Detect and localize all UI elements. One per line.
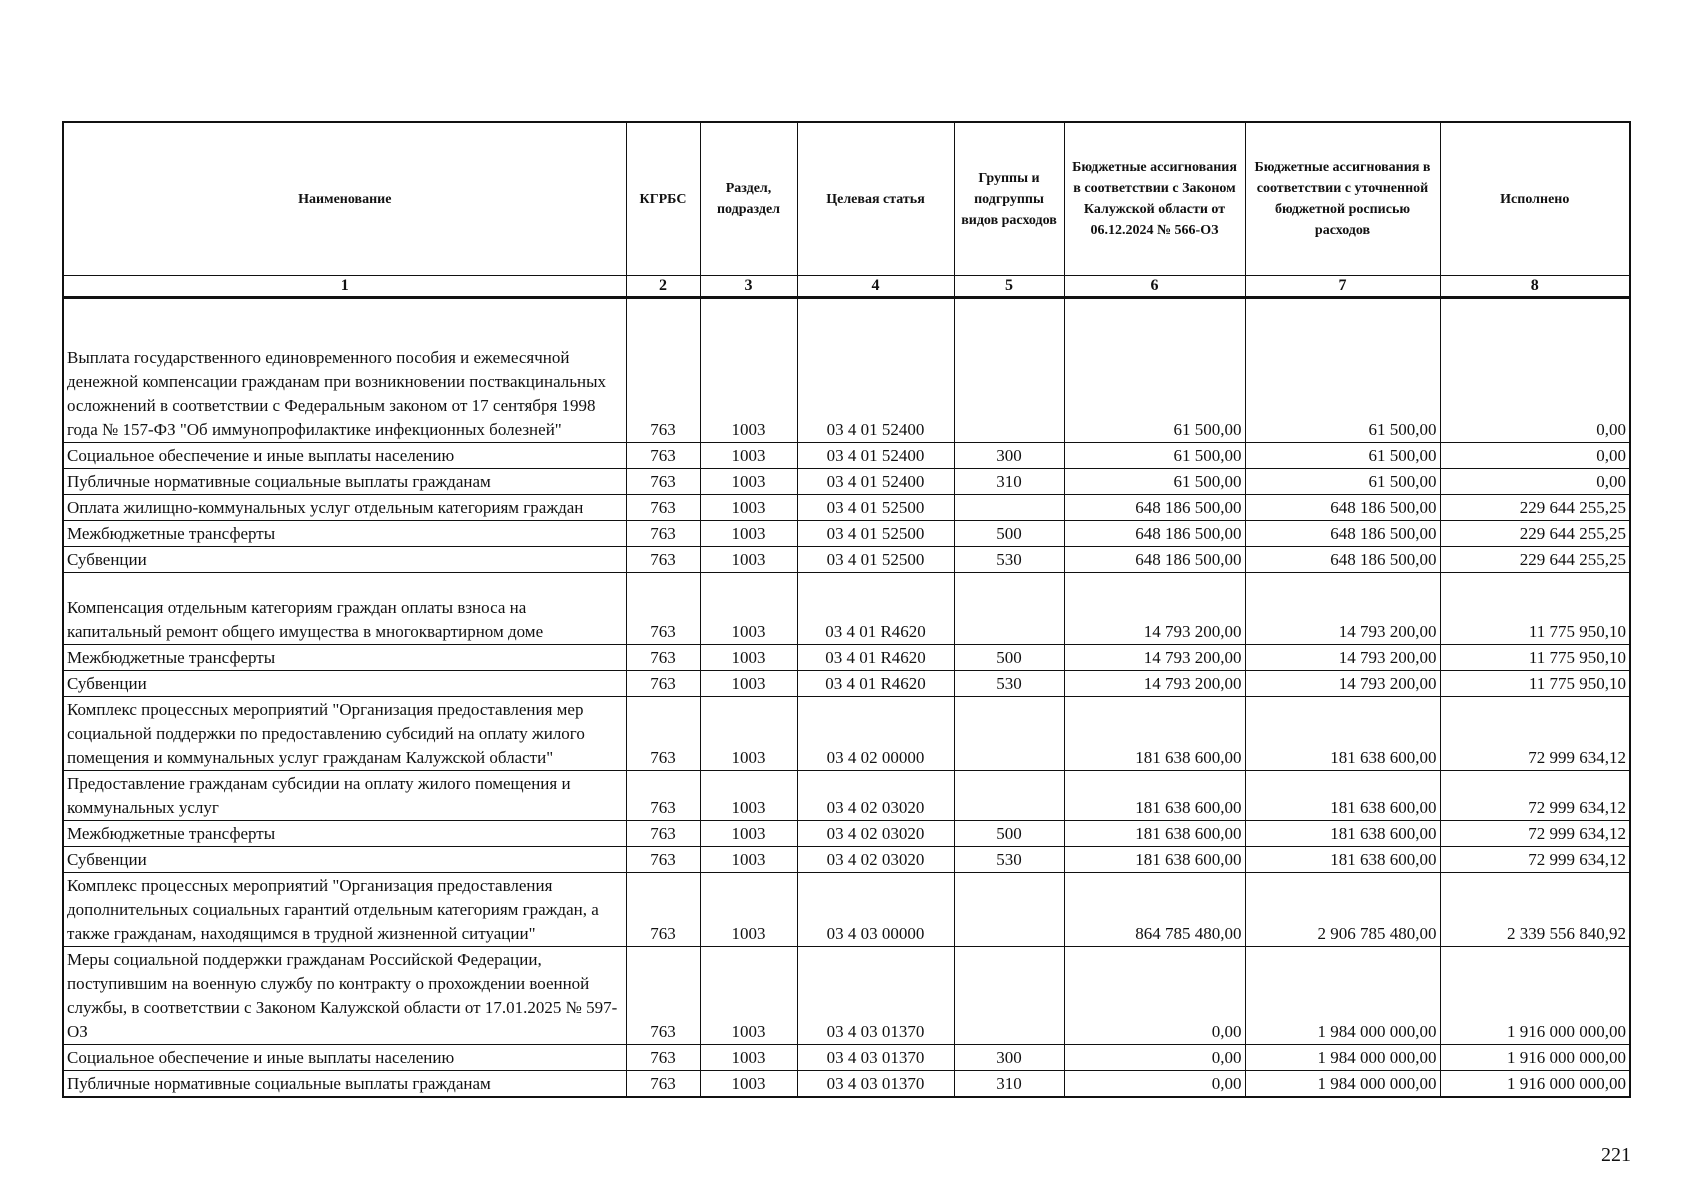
row-budget-law: 648 186 500,00 bbox=[1064, 495, 1245, 521]
row-section: 1003 bbox=[700, 947, 797, 1045]
row-target: 03 4 02 03020 bbox=[797, 821, 954, 847]
header-executed: Исполнено bbox=[1440, 122, 1630, 276]
table-header-row bbox=[63, 122, 1630, 276]
row-executed: 1 916 000 000,00 bbox=[1440, 947, 1630, 1045]
row-kgrbs: 763 bbox=[626, 873, 700, 947]
row-budget-law: 181 638 600,00 bbox=[1064, 771, 1245, 821]
row-kgrbs: 763 bbox=[626, 573, 700, 645]
row-budget-law: 14 793 200,00 bbox=[1064, 671, 1245, 697]
row-budget-law: 14 793 200,00 bbox=[1064, 573, 1245, 645]
row-budget-law: 61 500,00 bbox=[1064, 469, 1245, 495]
row-kgrbs: 763 bbox=[626, 847, 700, 873]
row-executed: 229 644 255,25 bbox=[1440, 547, 1630, 573]
row-executed: 72 999 634,12 bbox=[1440, 847, 1630, 873]
row-kgrbs: 763 bbox=[626, 697, 700, 771]
row-kgrbs: 763 bbox=[626, 521, 700, 547]
row-budget-refined: 2 906 785 480,00 bbox=[1245, 873, 1440, 947]
header-budget-refined: Бюджетные ассигнования в соответствии с уточненной бюджетной росписью расходов bbox=[1245, 122, 1440, 276]
header-name: Наименование bbox=[63, 122, 626, 276]
column-number: 8 bbox=[1440, 276, 1630, 298]
row-group: 530 bbox=[954, 671, 1064, 697]
row-budget-refined: 1 984 000 000,00 bbox=[1245, 1045, 1440, 1071]
row-target: 03 4 01 R4620 bbox=[797, 645, 954, 671]
row-executed: 0,00 bbox=[1440, 298, 1630, 443]
row-name: Субвенции bbox=[63, 547, 626, 573]
row-executed: 11 775 950,10 bbox=[1440, 645, 1630, 671]
row-kgrbs: 763 bbox=[626, 671, 700, 697]
table-row bbox=[63, 1045, 1630, 1071]
row-budget-law: 61 500,00 bbox=[1064, 298, 1245, 443]
row-executed: 0,00 bbox=[1440, 469, 1630, 495]
row-executed: 1 916 000 000,00 bbox=[1440, 1045, 1630, 1071]
row-budget-refined: 648 186 500,00 bbox=[1245, 547, 1440, 573]
row-name: Публичные нормативные социальные выплаты гражданам bbox=[63, 1071, 626, 1098]
table-row bbox=[63, 521, 1630, 547]
row-budget-refined: 1 984 000 000,00 bbox=[1245, 947, 1440, 1045]
row-group: 300 bbox=[954, 443, 1064, 469]
row-kgrbs: 763 bbox=[626, 469, 700, 495]
row-section: 1003 bbox=[700, 469, 797, 495]
row-group: 530 bbox=[954, 547, 1064, 573]
row-group bbox=[954, 947, 1064, 1045]
row-group bbox=[954, 573, 1064, 645]
row-budget-law: 648 186 500,00 bbox=[1064, 521, 1245, 547]
row-section: 1003 bbox=[700, 645, 797, 671]
row-section: 1003 bbox=[700, 547, 797, 573]
row-budget-refined: 14 793 200,00 bbox=[1245, 573, 1440, 645]
row-group: 310 bbox=[954, 1071, 1064, 1098]
row-budget-law: 14 793 200,00 bbox=[1064, 645, 1245, 671]
row-target: 03 4 03 00000 bbox=[797, 873, 954, 947]
row-group: 300 bbox=[954, 1045, 1064, 1071]
table-row bbox=[63, 495, 1630, 521]
row-section: 1003 bbox=[700, 443, 797, 469]
row-name: Межбюджетные трансферты bbox=[63, 521, 626, 547]
table-row bbox=[63, 697, 1630, 771]
row-section: 1003 bbox=[700, 298, 797, 443]
row-executed: 229 644 255,25 bbox=[1440, 521, 1630, 547]
row-section: 1003 bbox=[700, 771, 797, 821]
row-group bbox=[954, 873, 1064, 947]
row-kgrbs: 763 bbox=[626, 947, 700, 1045]
table-body bbox=[63, 298, 1630, 1098]
row-target: 03 4 01 52500 bbox=[797, 547, 954, 573]
row-budget-refined: 181 638 600,00 bbox=[1245, 697, 1440, 771]
page-number: 221 bbox=[1601, 1144, 1631, 1166]
row-budget-law: 181 638 600,00 bbox=[1064, 847, 1245, 873]
table-row bbox=[63, 847, 1630, 873]
header-budget-law: Бюджетные ассигнования в соответствии с Законом Калужской области от 06.12.2024 № 566-ОЗ bbox=[1064, 122, 1245, 276]
row-budget-law: 0,00 bbox=[1064, 1045, 1245, 1071]
row-name: Межбюджетные трансферты bbox=[63, 645, 626, 671]
table-row bbox=[63, 873, 1630, 947]
header-kgrbs: КГРБС bbox=[626, 122, 700, 276]
row-budget-refined: 181 638 600,00 bbox=[1245, 847, 1440, 873]
column-number: 3 bbox=[700, 276, 797, 298]
column-number: 7 bbox=[1245, 276, 1440, 298]
table-row bbox=[63, 1071, 1630, 1098]
row-group: 500 bbox=[954, 645, 1064, 671]
table-row bbox=[63, 645, 1630, 671]
row-budget-refined: 1 984 000 000,00 bbox=[1245, 1071, 1440, 1098]
row-section: 1003 bbox=[700, 1045, 797, 1071]
row-executed: 11 775 950,10 bbox=[1440, 671, 1630, 697]
row-budget-law: 0,00 bbox=[1064, 1071, 1245, 1098]
table-row bbox=[63, 443, 1630, 469]
row-target: 03 4 03 01370 bbox=[797, 947, 954, 1045]
budget-execution-table bbox=[62, 121, 1631, 1098]
column-number-row bbox=[63, 276, 1630, 298]
row-kgrbs: 763 bbox=[626, 645, 700, 671]
table-row bbox=[63, 821, 1630, 847]
row-target: 03 4 03 01370 bbox=[797, 1071, 954, 1098]
row-executed: 72 999 634,12 bbox=[1440, 697, 1630, 771]
row-group: 500 bbox=[954, 521, 1064, 547]
row-group bbox=[954, 298, 1064, 443]
row-section: 1003 bbox=[700, 697, 797, 771]
table-row bbox=[63, 469, 1630, 495]
row-name: Предоставление гражданам субсидии на оплату жилого помещения и коммунальных услуг bbox=[63, 771, 626, 821]
row-name: Субвенции bbox=[63, 671, 626, 697]
row-group bbox=[954, 495, 1064, 521]
row-kgrbs: 763 bbox=[626, 495, 700, 521]
row-executed: 0,00 bbox=[1440, 443, 1630, 469]
row-group: 500 bbox=[954, 821, 1064, 847]
column-number: 5 bbox=[954, 276, 1064, 298]
row-target: 03 4 02 00000 bbox=[797, 697, 954, 771]
table-row bbox=[63, 771, 1630, 821]
row-budget-law: 61 500,00 bbox=[1064, 443, 1245, 469]
row-target: 03 4 01 52400 bbox=[797, 469, 954, 495]
row-budget-refined: 14 793 200,00 bbox=[1245, 645, 1440, 671]
row-executed: 2 339 556 840,92 bbox=[1440, 873, 1630, 947]
row-section: 1003 bbox=[700, 573, 797, 645]
row-name: Социальное обеспечение и иные выплаты населению bbox=[63, 1045, 626, 1071]
row-target: 03 4 03 01370 bbox=[797, 1045, 954, 1071]
row-name: Комплекс процессных мероприятий "Организация предоставления дополнительных социальных гарантий отдельным категориям граждан, а также гражданам, находящимся в трудной жизненной ситуации" bbox=[63, 873, 626, 947]
column-number: 6 bbox=[1064, 276, 1245, 298]
row-budget-refined: 61 500,00 bbox=[1245, 443, 1440, 469]
row-section: 1003 bbox=[700, 821, 797, 847]
row-budget-refined: 61 500,00 bbox=[1245, 469, 1440, 495]
row-kgrbs: 763 bbox=[626, 547, 700, 573]
row-budget-law: 0,00 bbox=[1064, 947, 1245, 1045]
row-name: Оплата жилищно-коммунальных услуг отдельным категориям граждан bbox=[63, 495, 626, 521]
row-executed: 229 644 255,25 bbox=[1440, 495, 1630, 521]
table-row bbox=[63, 547, 1630, 573]
row-kgrbs: 763 bbox=[626, 821, 700, 847]
row-target: 03 4 02 03020 bbox=[797, 771, 954, 821]
row-target: 03 4 01 52500 bbox=[797, 495, 954, 521]
row-kgrbs: 763 bbox=[626, 443, 700, 469]
row-budget-refined: 181 638 600,00 bbox=[1245, 771, 1440, 821]
column-number: 4 bbox=[797, 276, 954, 298]
row-name: Меры социальной поддержки гражданам Российской Федерации, поступившим на военную службу по контракту о прохождении военной службы, в соответствии с Законом Калужской области от 17.01.2025 № 597-ОЗ bbox=[63, 947, 626, 1045]
row-name: Комплекс процессных мероприятий "Организация предоставления мер социальной поддержки по предоставлению субсидий на оплату жилого помещения и коммунальных услуг гражданам Калужской области" bbox=[63, 697, 626, 771]
table-row bbox=[63, 573, 1630, 645]
table-row bbox=[63, 671, 1630, 697]
row-target: 03 4 01 R4620 bbox=[797, 671, 954, 697]
row-name: Выплата государственного единовременного пособия и ежемесячной денежной компенсации гражданам при возникновении поствакцинальных осложнений в соответствии с Федеральным законом от 17 сентября 1998 года № 157-ФЗ "Об иммунопрофилактике инфекционных болезней" bbox=[63, 298, 626, 443]
row-section: 1003 bbox=[700, 671, 797, 697]
row-budget-law: 181 638 600,00 bbox=[1064, 697, 1245, 771]
row-kgrbs: 763 bbox=[626, 298, 700, 443]
row-name: Компенсация отдельным категориям граждан оплаты взноса на капитальный ремонт общего имущества в многоквартирном доме bbox=[63, 573, 626, 645]
row-section: 1003 bbox=[700, 495, 797, 521]
row-budget-refined: 648 186 500,00 bbox=[1245, 521, 1440, 547]
row-executed: 1 916 000 000,00 bbox=[1440, 1071, 1630, 1098]
row-budget-law: 864 785 480,00 bbox=[1064, 873, 1245, 947]
row-section: 1003 bbox=[700, 873, 797, 947]
row-name: Субвенции bbox=[63, 847, 626, 873]
row-budget-refined: 14 793 200,00 bbox=[1245, 671, 1440, 697]
row-kgrbs: 763 bbox=[626, 1045, 700, 1071]
budget-table-sheet bbox=[62, 121, 1629, 1098]
row-group: 310 bbox=[954, 469, 1064, 495]
row-executed: 72 999 634,12 bbox=[1440, 771, 1630, 821]
row-budget-refined: 181 638 600,00 bbox=[1245, 821, 1440, 847]
header-target-article: Целевая статья bbox=[797, 122, 954, 276]
row-target: 03 4 01 52500 bbox=[797, 521, 954, 547]
table-row bbox=[63, 298, 1630, 443]
row-executed: 11 775 950,10 bbox=[1440, 573, 1630, 645]
row-group: 530 bbox=[954, 847, 1064, 873]
row-budget-refined: 61 500,00 bbox=[1245, 298, 1440, 443]
row-budget-refined: 648 186 500,00 bbox=[1245, 495, 1440, 521]
table-row bbox=[63, 947, 1630, 1045]
row-group bbox=[954, 697, 1064, 771]
column-number: 1 bbox=[63, 276, 626, 298]
row-target: 03 4 01 52400 bbox=[797, 443, 954, 469]
row-section: 1003 bbox=[700, 847, 797, 873]
row-target: 03 4 02 03020 bbox=[797, 847, 954, 873]
row-kgrbs: 763 bbox=[626, 771, 700, 821]
row-budget-law: 648 186 500,00 bbox=[1064, 547, 1245, 573]
row-target: 03 4 01 R4620 bbox=[797, 573, 954, 645]
header-section: Раздел, подраздел bbox=[700, 122, 797, 276]
row-name: Социальное обеспечение и иные выплаты населению bbox=[63, 443, 626, 469]
column-number: 2 bbox=[626, 276, 700, 298]
row-section: 1003 bbox=[700, 521, 797, 547]
row-kgrbs: 763 bbox=[626, 1071, 700, 1098]
header-expense-groups: Группы и подгруппы видов расходов bbox=[954, 122, 1064, 276]
row-executed: 72 999 634,12 bbox=[1440, 821, 1630, 847]
row-name: Межбюджетные трансферты bbox=[63, 821, 626, 847]
row-budget-law: 181 638 600,00 bbox=[1064, 821, 1245, 847]
row-group bbox=[954, 771, 1064, 821]
row-name: Публичные нормативные социальные выплаты гражданам bbox=[63, 469, 626, 495]
row-target: 03 4 01 52400 bbox=[797, 298, 954, 443]
row-section: 1003 bbox=[700, 1071, 797, 1098]
